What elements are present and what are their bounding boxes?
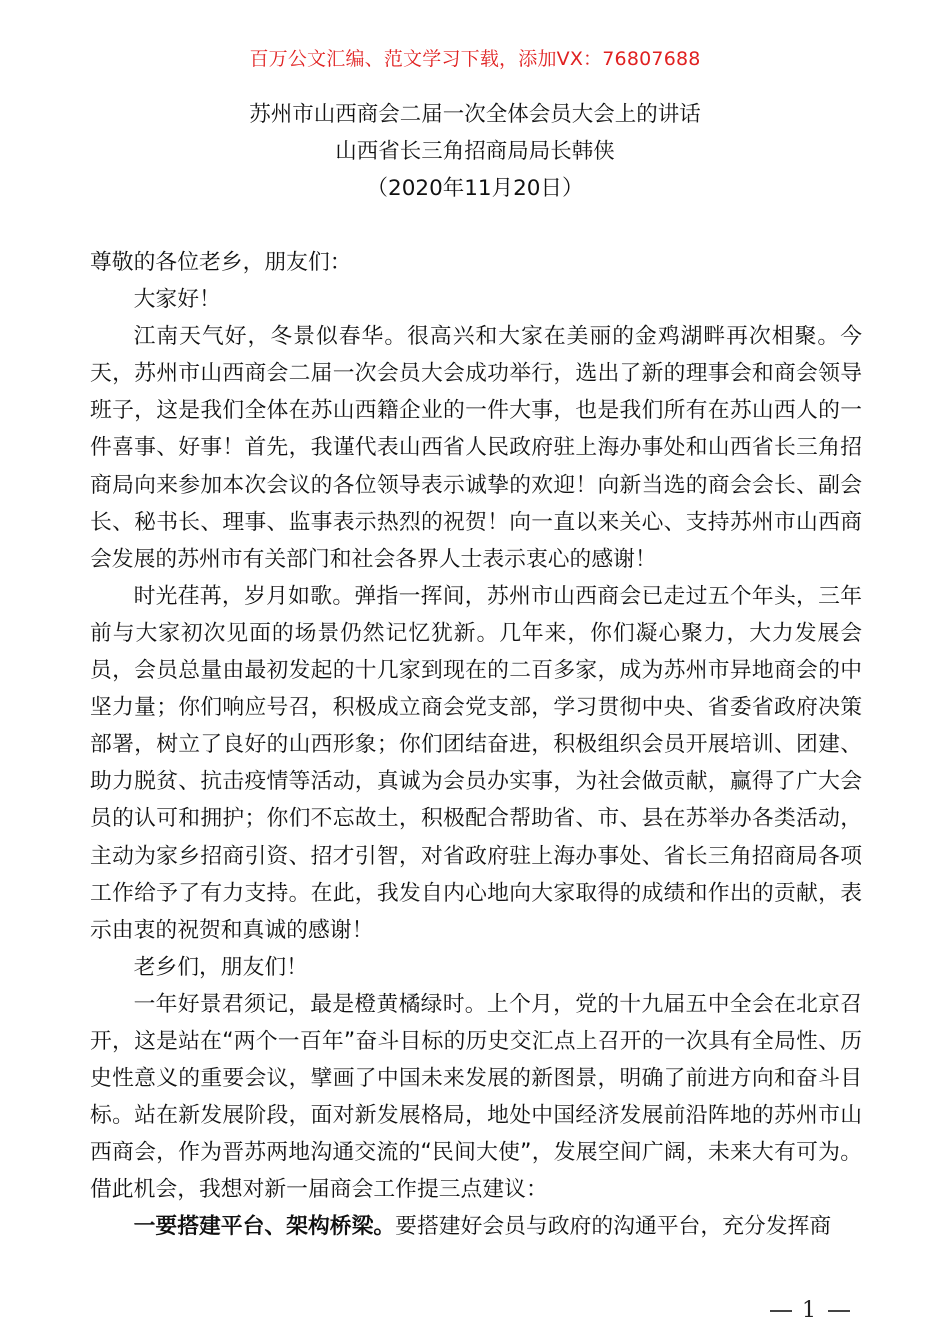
paragraph-address: 老乡们，朋友们！ — [133, 954, 308, 980]
speech-date: （2020年11月20日） — [366, 176, 584, 201]
salutation: 尊敬的各位老乡，朋友们： — [90, 250, 352, 275]
page-number-value: 1 — [802, 1298, 818, 1323]
paragraph-greeting: 大家好！ — [133, 287, 221, 313]
document-title: 苏州市山西商会二届一次全体会员大会上的讲话 — [249, 102, 701, 127]
dash-right — [828, 1310, 850, 1312]
dash-left — [770, 1310, 792, 1312]
suggestion-heading: 一要搭建平台、架构桥梁。 — [133, 1214, 396, 1240]
speaker-line: 山西省长三角招商局局长韩侠 — [335, 139, 615, 164]
paragraph-achievements: 时光荏苒，岁月如歌。弹指一挥间，苏州市山西商会已走过五个年头，三年前与大家初次见面的场景仍然记忆犹新。几年来，你们凝心聚力，大力发展会员，会员总量由最初发起的十几家到现在的二百多家，成为苏州市异地商会的中坚力量；你们响应号召，积极成立商会党支部，学习贯彻中央、省委省政府决策部署，树立了良好的山西形象；你们团结奋进，积极组织会员开展培训、团建、助力脱贫、抗击疫情等活动，真诚为会员办实事，为社会做贡献，赢得了广大会员的认可和拥护；你们不忘故土，积极配合帮助省、市、县在苏举办各类活动，主动为家乡招商引资、招才引智，对省政府驻上海办事处、省长三角招商局各项工作给予了有力支持。在此，我发自内心地向大家取得的成绩和作出的贡献，表示由衷的祝贺和真诚的感谢！ — [90, 583, 862, 943]
document-body — [90, 244, 862, 1246]
suggestion-text: 要搭建好会员与政府的沟通平台，充分发挥商 — [395, 1214, 832, 1240]
watermark-header: 百万公文汇编、范文学习下载，添加VX：76807688 — [249, 48, 701, 70]
document-title-block — [0, 96, 950, 207]
paragraph-welcome: 江南天气好，冬景似春华。很高兴和大家在美丽的金鸡湖畔再次相聚。今天，苏州市山西商会二届一次会员大会成功举行，选出了新的理事会和商会领导班子，这是我们全体在苏山西籍企业的一件大事，也是我们所有在苏山西人的一件喜事、好事！首先，我谨代表山西省人民政府驻上海办事处和山西省长三角招商局向来参加本次会议的各位领导表示诚挚的欢迎！向新当选的商会会长、副会长、秘书长、理事、监事表示热烈的祝贺！向一直以来关心、支持苏州市山西商会发展的苏州市有关部门和社会各界人士表示衷心的感谢！ — [90, 324, 862, 572]
page-number — [760, 1298, 860, 1323]
paragraph-context: 一年好景君须记，最是橙黄橘绿时。上个月，党的十九届五中全会在北京召开，这是站在“两个一百年”奋斗目标的历史交汇点上召开的一次具有全局性、历史性意义的重要会议，擘画了中国未来发展的新图景，明确了前进方向和奋斗目标。站在新发展阶段，面对新发展格局，地处中国经济发展前沿阵地的苏州市山西商会，作为晋苏两地沟通交流的“民间大使”，发展空间广阔，未来大有可为。借此机会，我想对新一届商会工作提三点建议： — [90, 991, 862, 1203]
paragraph-suggestion-one — [90, 1208, 862, 1245]
